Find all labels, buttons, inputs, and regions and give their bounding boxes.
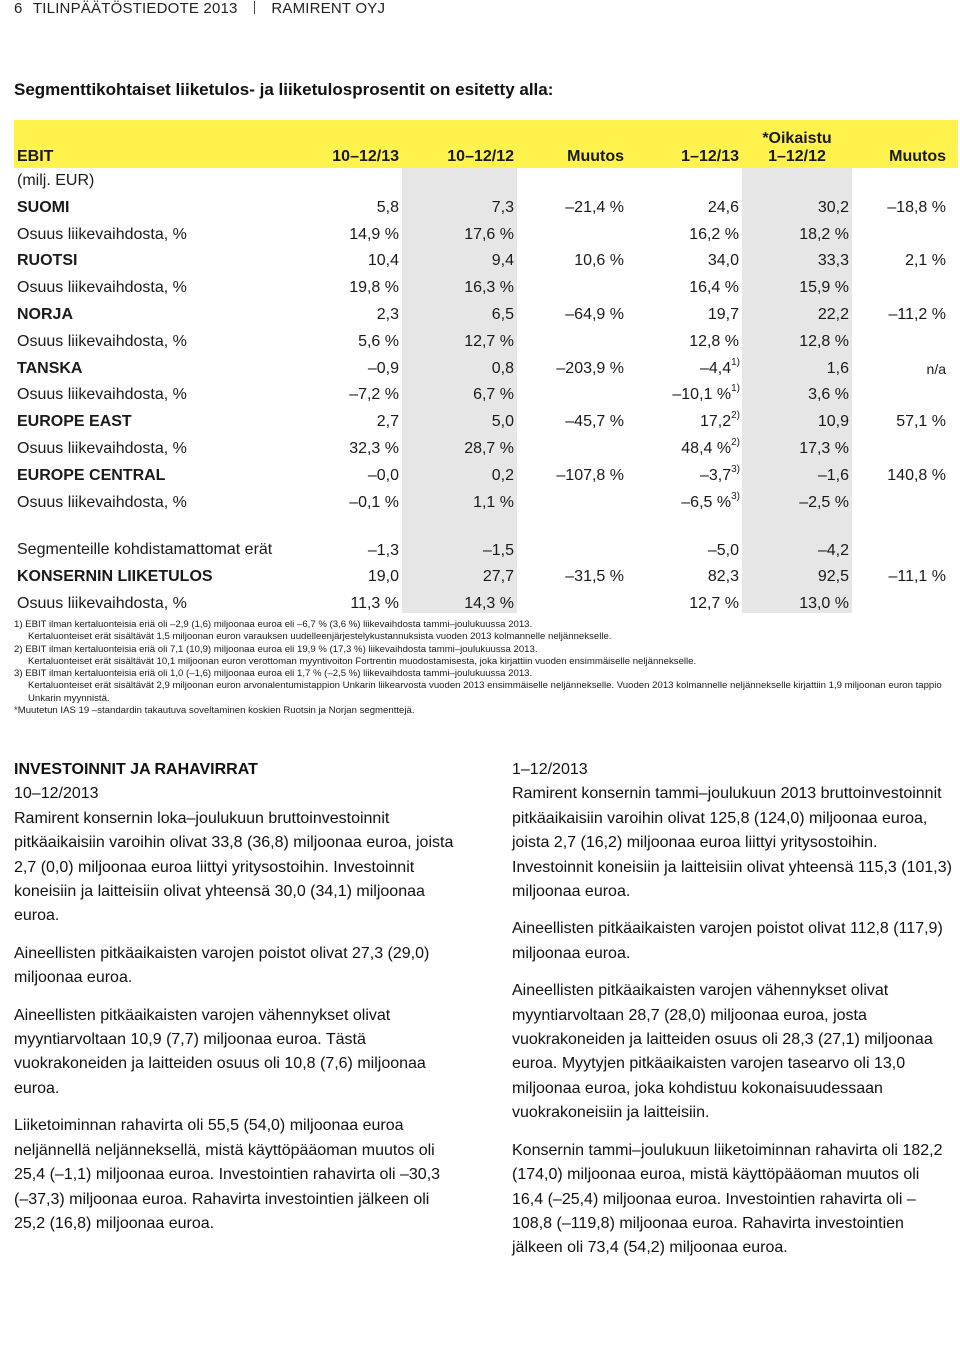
cell-c6: 2,1 % [905,252,946,270]
cell-c3: –45,7 % [565,413,624,431]
cell-c5: 10,9 [742,404,852,431]
cell-c1: 5,8 [376,198,399,216]
footnote-2-detail: Kertaluonteiset erät sisältävät 10,1 miljoonan euron verottoman myyntivoiton Fortrentin muodostamisesta, joka kirjattiin vuoden ensimmäiselle neljännekselle. [28,655,697,667]
table-row [14,297,958,324]
left-paragraph-4: Liiketoiminnan rahavirta oli 55,5 (54,0) miljoonaa euroa neljännellä neljänneksellä, mistä käyttöpääoman muutos oli 25,4 (–1,1) miljoonaa euroa. Investointien rahavirta oli –30,3 (–37,3) miljoonaa euroa. Rahavirta investointien jälkeen oli 25,2 (16,8) miljoonaa euroa. [14,1117,441,1232]
cell-c4: –10,1 %$^{1)}$ [672,383,740,404]
footnote-ref: 2) [731,410,740,422]
cell-c3 [517,586,627,613]
row-label: Segmenteille kohdistamattomat erät [17,540,273,558]
footnote-2: 2) EBIT ilman kertaluonteisia eriä oli 7,1 (10,9) miljoonaa euroa eli 19,9 % (17,3 %) liikevaihdosta tammi–joulukuussa 2013. [14,643,538,655]
left-paragraph-3: Aineellisten pitkäaikaisten varojen vähennykset olivat myyntiarvoltaan 10,9 (7,7) miljoonaa euroa. Tästä vuokrakoneiden ja laitteiden osuus oli 10,8 (7,6) miljoonaa euroa. [14,1006,426,1097]
cell-c2: –1,5 [402,512,517,560]
cell-c4: 17,2$^{2)}$ [699,410,740,431]
table-row [14,378,958,405]
cell-c1: 11,3 % [350,595,399,613]
cell-c5: –1,6 [742,458,852,485]
cell-c4: 34,0 [707,252,739,270]
cell-c1: 2,3 [376,305,399,323]
header-fy-2012-restated: *Oikaistu 1–12/12 [742,120,852,168]
cell-c5: 13,0 % [742,586,852,613]
cell-c1: –0,1 % [349,493,399,511]
cell-c1: 32,3 % [349,439,399,457]
footnote-1: 1) EBIT ilman kertaluonteisia eriä oli –2,9 (1,6) miljoonaa euroa eli –6,7 % (3,6 %) liikevaihdosta tammi–joulukuussa 2013. [14,619,533,630]
footnote-3-detail: Kertaluonteiset erät sisältävät 2,9 miljoonan euron arvonalentumistappion Unkarin liikearvosta vuoden 2013 ensimmäiselle neljännekselle. Vuoden 2013 kolmannelle neljännekselle kirjattiin 1,9 miljoonan euron tappio Unkarin myynnistä. [28,680,942,704]
cell-c6 [852,378,958,405]
footnote-ref: 3) [731,490,740,502]
header-fy-2013: 1–12/13 [627,120,742,168]
cell-c1: –1,3 [367,541,399,559]
cell-c5: 17,3 % [742,431,852,458]
table-row [14,512,958,560]
footnote-restated: *Muutetun IAS 19 –standardin takautuva soveltaminen koskien Ruotsin ja Norjan segmenttejä. [14,705,415,717]
header-label: EBIT [14,120,286,168]
cell-c4: –5,0 [707,541,739,559]
cell-c2: 7,3 [402,190,517,217]
left-heading-period: 10–12/2013 [14,785,99,803]
cell-c3 [517,378,627,405]
cell-c2: 6,7 % [402,378,517,405]
cell-c3 [517,270,627,297]
company-name: RAMIRENT OYJ [271,0,386,17]
table-row [14,351,958,378]
table-row [14,190,958,217]
header-change-q: Muutos [517,120,627,168]
cell-c1: 19,8 % [349,279,399,297]
footnote-3: 3) EBIT ilman kertaluonteisia eriä oli 1,0 (–1,6) miljoonaa euroa eli 1,7 % (–2,5 %) liikevaihdosta tammi–joulukuussa 2013. [14,668,533,680]
cell-c5: 22,2 [742,297,852,324]
unit-row [14,168,958,190]
cell-c5: 15,9 % [742,270,852,297]
left-heading-investments: INVESTOINNIT JA RAHAVIRRAT [14,761,258,778]
cell-c1: 2,7 [376,413,399,431]
document-title: TILINPÄÄTÖSTIEDOTE 2013 [32,0,238,17]
table-row [14,431,958,458]
right-paragraph-4: Konsernin tammi–joulukuun liiketoiminnan rahavirta oli 182,2 (174,0) miljoonaa euroa, mistä käyttöpääoman muutos oli 16,4 (–25,4) miljoonaa euroa. Investointien rahavirta oli –108,8 (–119,8) miljoonaa euroa. Rahavirta investointien jälkeen oli 73,4 (54,2) miljoonaa euroa. [512,1141,943,1257]
cell-c6: 57,1 % [896,413,946,431]
cell-c3 [517,485,627,512]
row-label: EUROPE CENTRAL [17,466,166,484]
section-title: Segmenttikohtaiset liiketulos- ja liiketulosprosentit on esitetty alla: [14,80,554,99]
footnotes [14,619,954,717]
footnote-ref: 1) [731,383,740,395]
cell-c2: 1,1 % [402,485,517,512]
row-label: NORJA [17,305,74,323]
cell-c4: 24,6 [707,198,739,216]
row-label: Osuus liikevaihdosta, % [17,332,187,350]
cell-c1: 14,9 % [349,225,399,243]
cell-c5: 3,6 % [742,378,852,405]
table-header-row [14,120,958,168]
cell-c2: 6,5 [402,297,517,324]
cell-c5: –2,5 % [742,485,852,512]
cell-c6: 140,8 % [887,466,946,484]
table-row [14,485,958,512]
cell-c1: 10,4 [367,252,399,270]
cell-c5: –4,2 [742,512,852,560]
footnote-ref: 2) [731,436,740,448]
header-q4-2013: 10–12/13 [286,120,402,168]
footnote-1-detail: Kertaluonteiset erät sisältävät 1,5 miljoonan euron varauksen uudelleenjärjestelykustannuksista vuoden 2013 kolmannelle neljännekselle. [28,631,612,643]
header-separator [254,1,255,14]
table-row [14,270,958,297]
cell-c4: 48,4 %$^{2)}$ [681,436,740,457]
cell-c6 [852,431,958,458]
row-label: Osuus liikevaihdosta, % [17,493,187,511]
cell-c4: 12,7 % [689,595,739,613]
cell-c1: 5,6 % [358,332,399,350]
cell-c2: 0,2 [402,458,517,485]
cell-c2: 16,3 % [402,270,517,297]
cell-c4: –4,4$^{1)}$ [699,356,740,377]
cell-c1: –0,0 [367,466,399,484]
cell-c3 [517,512,627,560]
footnote-ref: 1) [731,356,740,368]
cell-c6 [852,270,958,297]
cell-c6: –18,8 % [887,198,946,216]
cell-c6: –11,2 % [888,305,946,323]
row-label: RUOTSI [17,252,78,270]
header-change-fy: Muutos [852,120,958,168]
row-label: Osuus liikevaihdosta, % [17,279,187,297]
row-label: SUOMI [17,198,70,216]
header-q4-2012: 10–12/12 [402,120,517,168]
left-column [14,758,454,1249]
cell-c2: 14,3 % [402,586,517,613]
segment-ebit-table [14,120,958,613]
row-label: KONSERNIN LIIKETULOS [17,568,213,586]
unit-label: (milj. EUR) [17,172,95,189]
cell-c5: 92,5 [742,560,852,587]
cell-c6 [852,485,958,512]
cell-c1: –0,9 [367,359,399,377]
right-paragraph-3: Aineellisten pitkäaikaisten varojen vähennykset olivat myyntiarvoltaan 28,7 (28,0) miljoonaa euroa, josta vuokrakoneiden ja laitteiden osuus oli 28,3 (27,1) miljoonaa euroa. Myytyjen pitkäaikaisten varojen tasearvo oli 13,0 miljoonaa euroa, joka kohdistuu kokonaisuudessaan vuokrakoneisiin ja laitteisiin. [512,982,933,1122]
cell-c5: 30,2 [742,190,852,217]
row-label: Osuus liikevaihdosta, % [17,595,187,613]
cell-c6 [852,586,958,613]
cell-c2: 27,7 [402,560,517,587]
cell-c3 [517,217,627,244]
row-label: Osuus liikevaihdosta, % [17,225,187,243]
left-paragraph-2: Aineellisten pitkäaikaisten varojen poistot olivat 27,3 (29,0) miljoonaa euroa. [14,944,430,987]
cell-c3: –31,5 % [565,568,624,586]
cell-c4: 12,8 % [689,332,739,350]
cell-c5: 18,2 % [742,217,852,244]
page-number: 6 [14,0,23,17]
footnote-ref: 3) [731,463,740,475]
cell-c3 [517,324,627,351]
cell-c3 [517,431,627,458]
row-label: Osuus liikevaihdosta, % [17,439,187,457]
cell-c5: 33,3 [742,244,852,271]
cell-c6: n/a [926,360,946,377]
cell-c2: 12,7 % [402,324,517,351]
page-header [14,0,385,17]
cell-c2: 0,8 [402,351,517,378]
row-label: TANSKA [17,359,83,377]
cell-c4: –6,5 %$^{3)}$ [681,490,740,511]
cell-c4: –3,7$^{3)}$ [699,463,740,484]
table-row [14,404,958,431]
cell-c4: 82,3 [707,568,739,586]
table-row [14,458,958,485]
cell-c4: 19,7 [707,305,739,323]
cell-c3: –203,9 % [556,359,624,377]
cell-c2: 9,4 [402,244,517,271]
left-paragraph-1: Ramirent konsernin loka–joulukuun bruttoinvestoinnit pitkäaikaisiin varoihin olivat 33,8 (36,8) miljoonaa euroa, joista 2,7 (0,0) miljoonaa euroa liittyi yritysostoihin. Investoinnit koneisiin ja laitteisiin olivat yhteensä 30,0 (34,1) miljoonaa euroa. [14,809,454,925]
table-row [14,217,958,244]
cell-c5: 12,8 % [742,324,852,351]
cell-c3: –21,4 % [565,198,624,216]
cell-c1: 19,0 [367,568,399,586]
right-heading-period: 1–12/2013 [512,761,588,778]
table-row [14,586,958,613]
right-column [512,758,952,1274]
right-paragraph-1: Ramirent konsernin tammi–joulukuun 2013 bruttoinvestoinnit pitkäaikaisiin varoihin olivat 125,8 (124,0) miljoonaa euroa, joista 2,7 (16,2) miljoonaa euroa liittyi yritysostoihin. Investoinnit koneisiin ja laitteisiin olivat yhteensä 115,3 (101,3) miljoonaa euroa. [512,785,952,901]
right-paragraph-2: Aineellisten pitkäaikaisten varojen poistot olivat 112,8 (117,9) miljoonaa euroa. [512,920,943,962]
cell-c2: 5,0 [402,404,517,431]
cell-c3: –107,8 % [556,466,624,484]
cell-c4: 16,4 % [689,279,739,297]
cell-c5: 1,6 [742,351,852,378]
row-label: Osuus liikevaihdosta, % [17,386,187,404]
cell-c6 [852,512,958,560]
cell-c4: 16,2 % [689,225,739,243]
cell-c2: 28,7 % [402,431,517,458]
cell-c1: –7,2 % [349,386,399,404]
cell-c3: –64,9 % [565,305,624,323]
table-row [14,244,958,271]
cell-c3: 10,6 % [574,252,624,270]
table-row [14,324,958,351]
table-row [14,560,958,587]
cell-c6 [852,217,958,244]
cell-c6 [852,324,958,351]
row-label: EUROPE EAST [17,413,132,431]
cell-c6: –11,1 % [888,568,946,586]
cell-c2: 17,6 % [402,217,517,244]
